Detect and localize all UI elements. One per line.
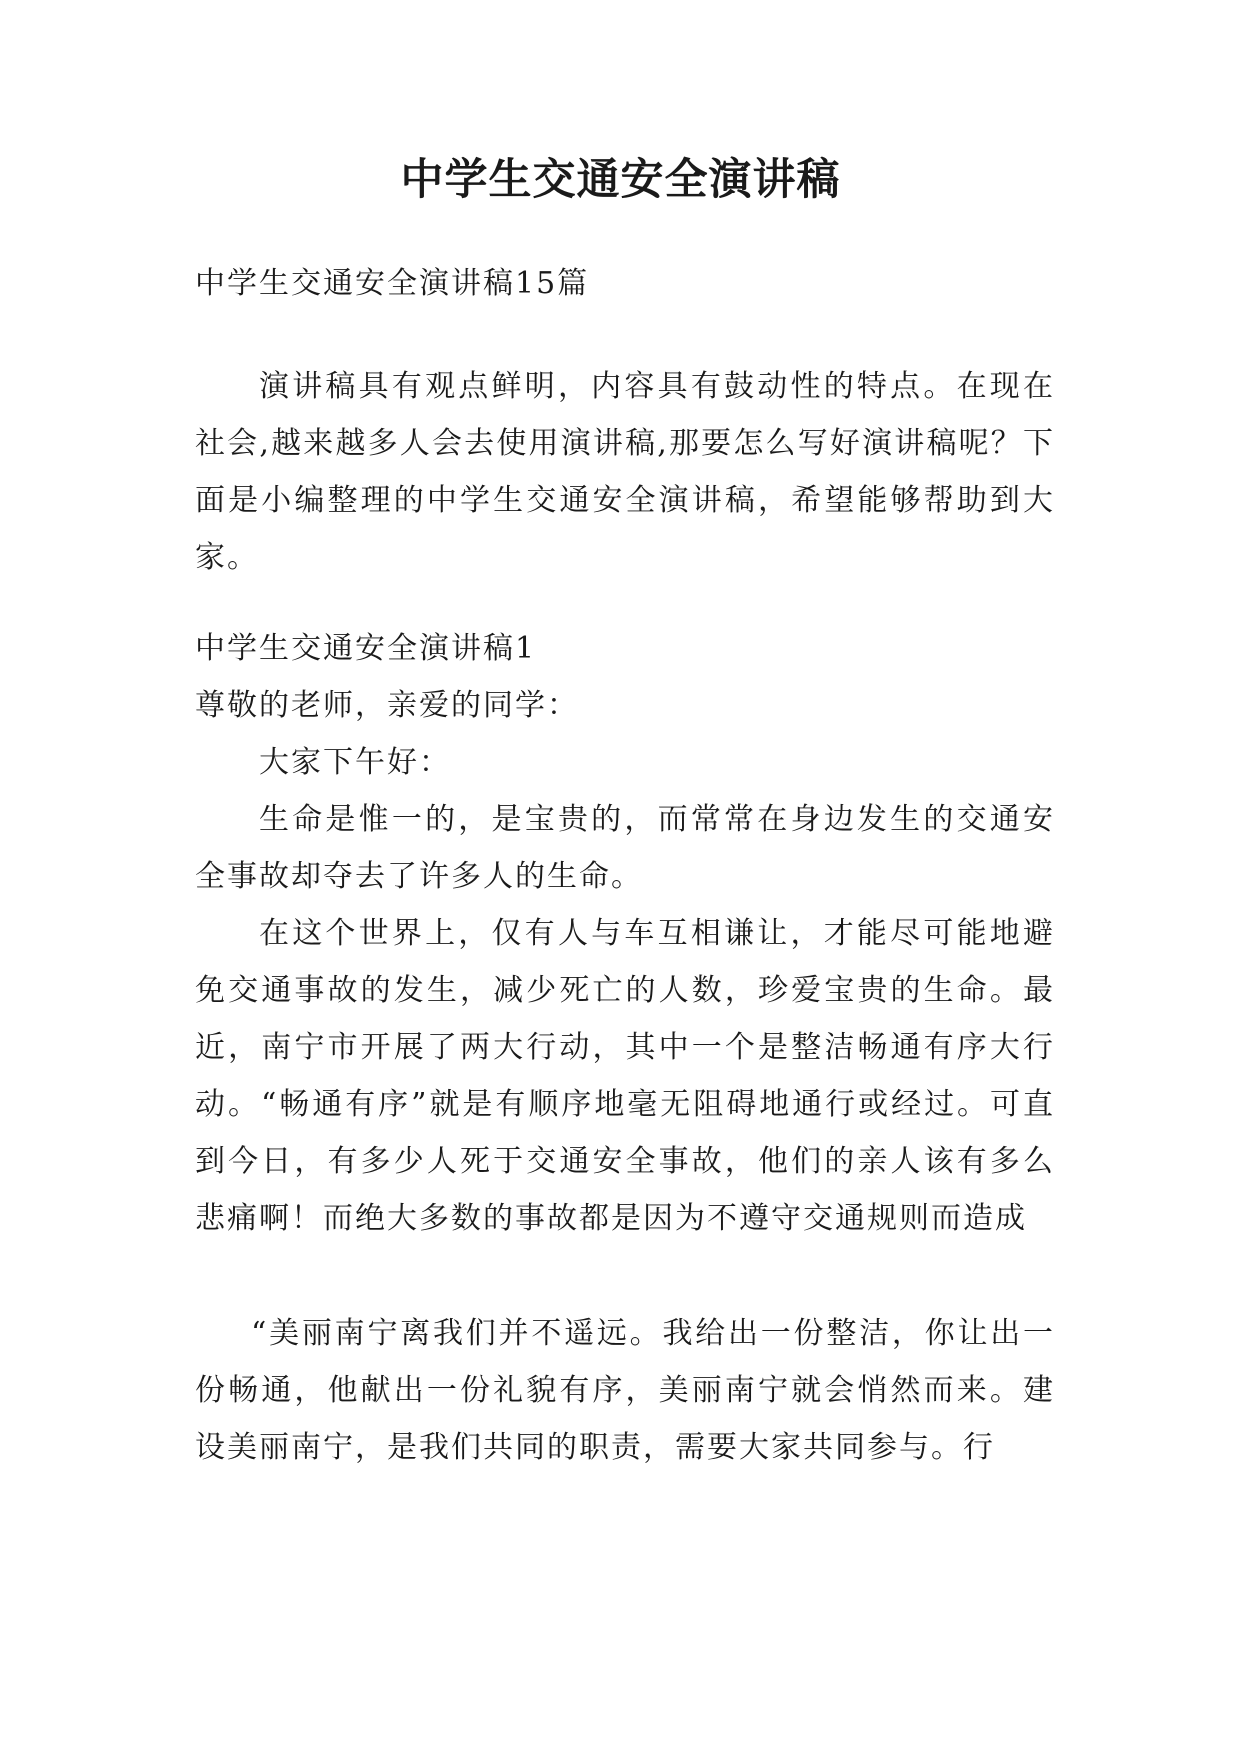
body-paragraph-3: “美丽南宁离我们并不遥远。我给出一份整洁，你让出一份畅通，他献出一份礼貌有序，美丽南宁就会悄然而来。建设美丽南宁，是我们共同的职责，需要大家共同参与。行: [195, 1316, 1055, 1465]
intro-paragraph: 演讲稿具有观点鲜明，内容具有鼓动性的特点。在现在社会,越来越多人会去使用演讲稿,那要怎么写好演讲稿呢？下面是小编整理的中学生交通安全演讲稿，希望能够帮助到大家。: [195, 369, 1055, 575]
salutation: 尊敬的老师，亲爱的同学：: [195, 688, 579, 723]
document-title: 中学生交通安全演讲稿: [400, 155, 841, 205]
document-subtitle: 中学生交通安全演讲稿15篇: [195, 266, 590, 301]
section-heading: 中学生交通安全演讲稿1: [195, 631, 537, 666]
greeting: 大家下午好：: [259, 745, 451, 780]
body-paragraph-1: 生命是惟一的，是宝贵的，而常常在身边发生的交通安全事故却夺去了许多人的生命。: [195, 802, 1055, 894]
body-paragraph-2: 在这个世界上，仅有人与车互相谦让，才能尽可能地避免交通事故的发生，减少死亡的人数，珍爱宝贵的生命。最近，南宁市开展了两大行动，其中一个是整洁畅通有序大行动。“畅通有序”就是有顺序地毫无阻碍地通行或经过。可直到今日，有多少人死于交通安全事故，他们的亲人该有多么悲痛啊！而绝大多数的事故都是因为不遵守交通规则而造成: [195, 916, 1055, 1236]
